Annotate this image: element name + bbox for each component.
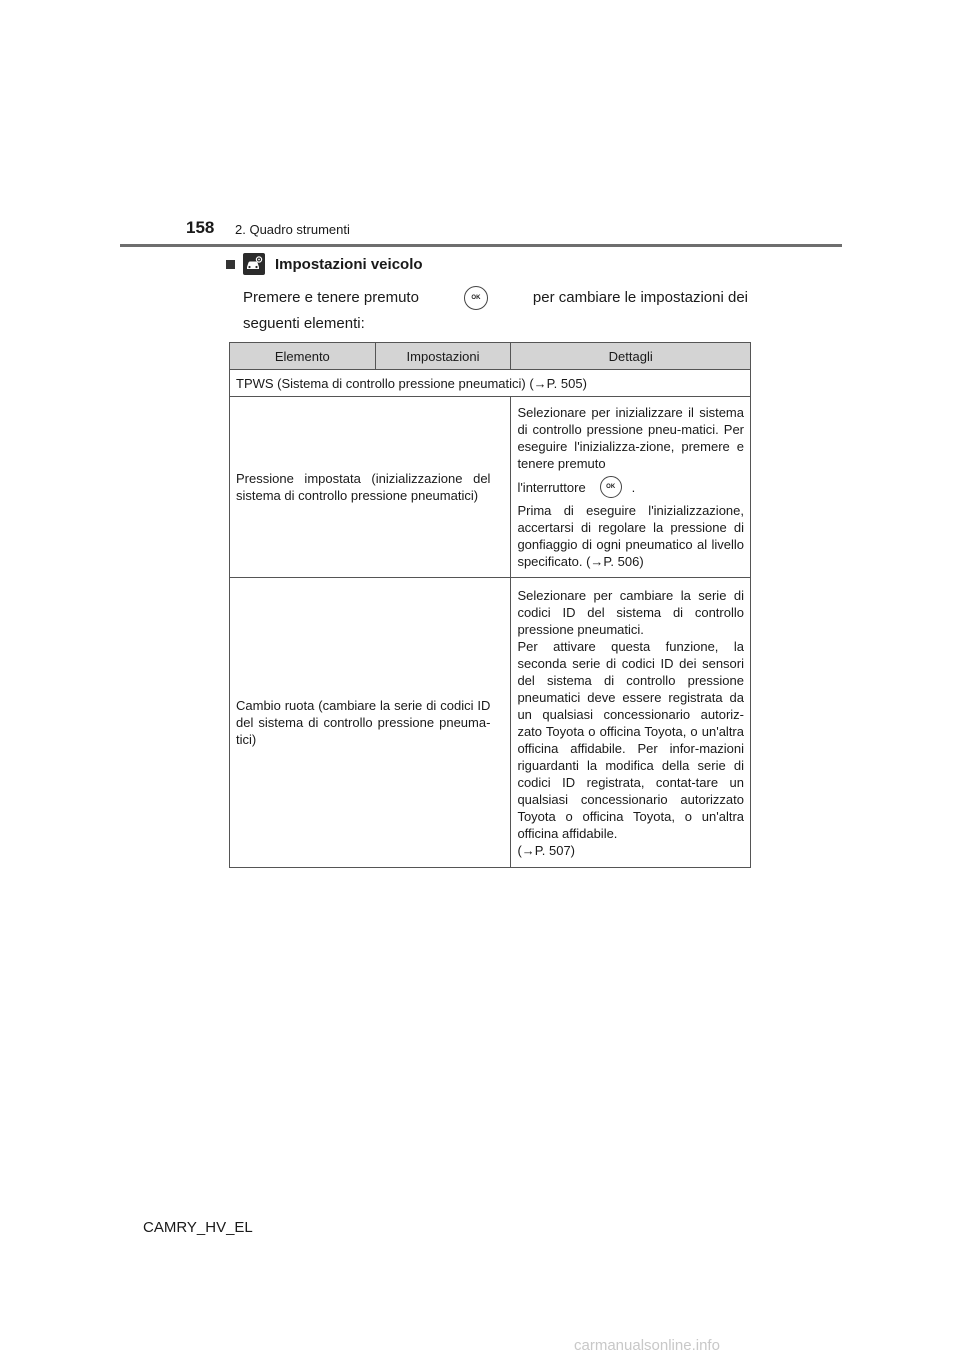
column-header-settings: Impostazioni (375, 343, 511, 370)
details-text: (→P. 507) (517, 842, 576, 858)
ok-button-icon: OK (464, 286, 488, 310)
table-header-row (230, 343, 751, 370)
row-element-cell: Cambio ruota (cambiare la serie di codici ID del sistema di controllo pressione pneuma-tici) (230, 578, 511, 868)
section-heading-text: Impostazioni veicolo (275, 255, 423, 273)
page-number: 158 (186, 218, 215, 237)
column-header-element: Elemento (230, 343, 376, 370)
header-divider (120, 244, 842, 247)
table-group-row (230, 370, 751, 397)
car-settings-icon (243, 253, 265, 275)
column-header-details: Dettagli (511, 343, 751, 370)
group-row-label: TPWS (Sistema di controllo pressione pneumatici) (→P. 505) (230, 370, 751, 397)
section-heading (226, 252, 423, 276)
ok-button-icon: OK (600, 476, 622, 498)
table-row (230, 397, 751, 578)
details-text: Selezionare per cambiare la serie di codici ID del sistema di controllo pressione pneumatici. (517, 587, 744, 637)
details-text: Per attivare questa funzione, la seconda serie di codici ID dei sensori del sistema di controllo pressione pneumatici deve essere registrata da un qualsiasi concessionario autoriz-zato Toyota o officina Toyota, o un'altra officina affidabile. Per infor-mazioni riguardanti la modifica della serie di codici ID registrata, contat-tare un qualsiasi concessionario autorizzato Toyota o officina Toyota, o un'altra officina affidabile. (517, 638, 744, 841)
details-text: Prima di eseguire l'inizializzazione, accertarsi di regolare la pressione di gonfiaggio di ogni pneumatico al livello specificato. (→P. 506) (517, 503, 744, 569)
chapter-title: 2. Quadro strumenti (235, 222, 350, 237)
details-button-prefix: l'interruttore (517, 479, 586, 495)
intro-paragraph (243, 285, 748, 337)
details-button-suffix: . (631, 479, 636, 495)
settings-table (229, 342, 751, 868)
details-text: Selezionare per inizializzare il sistema di controllo pressione pneu-matici. Per eseguire l'inizializza-zione, premere e tenere premuto (517, 405, 744, 471)
details-button-line (517, 476, 744, 498)
bullet-square-icon (226, 260, 235, 269)
intro-text-after: per cambiare le impostazioni dei (532, 289, 748, 306)
row-element-cell: Pressione impostata (inizializzazione del sistema di controllo pressione pneumatici) (230, 397, 511, 578)
row-details-cell (511, 578, 751, 868)
document-code: CAMRY_HV_EL (143, 1219, 253, 1236)
intro-text-line2: seguenti elementi: (243, 315, 365, 332)
table-row (230, 578, 751, 868)
watermark: carmanualsonline.info (574, 1337, 720, 1354)
intro-text-before: Premere e tenere premuto (243, 289, 419, 306)
row-details-cell (511, 397, 751, 578)
